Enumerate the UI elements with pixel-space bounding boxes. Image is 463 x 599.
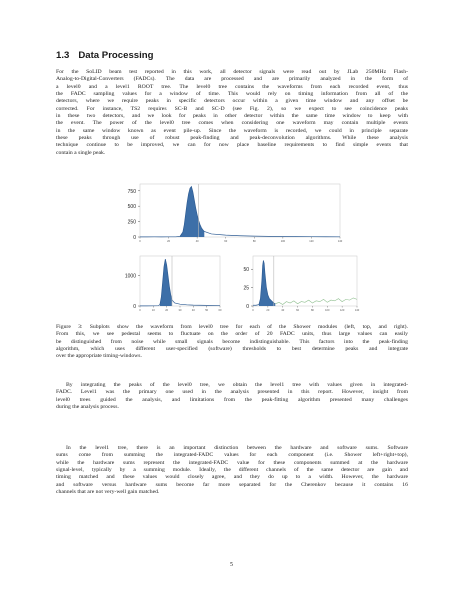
x-tick-label: 20 <box>165 309 169 312</box>
text-line: In the level1 tree, there is an important distinction between the hardware and software sums. Software <box>66 445 408 451</box>
waveform-panel-left <box>125 256 222 312</box>
plot-area <box>140 184 340 237</box>
y-tick-label: 0 <box>246 304 249 310</box>
x-tick-label: 10 <box>151 309 155 312</box>
text-line: and software versus hardware sums become far more separated for the Cherenkov because it contains 16 <box>56 481 408 488</box>
x-tick-label: 0 <box>252 309 254 312</box>
y-tick-label: 0 <box>133 235 136 241</box>
x-tick-label: 80 <box>310 309 314 312</box>
text-line: channels that are not very-well gain matched. <box>56 489 160 496</box>
text-line: contain a single peak. <box>56 149 106 156</box>
text-line: the FADC sampling values for a window of time. This would rely on timing information from all of the <box>56 91 408 98</box>
x-tick-label: 20 <box>266 309 270 312</box>
text-line: Figure 3: Subplots show the waveform from level0 tree for each of the Shower modules (left, top, and right). <box>56 324 408 330</box>
section-title: Data Processing <box>78 50 154 61</box>
x-tick-label: 0 <box>139 240 141 243</box>
section-number: 1.3 <box>56 50 70 61</box>
x-tick-label: 30 <box>178 309 182 312</box>
text-line: timing matched and these values would closely agree, and they do up to a width. However, the hardware <box>56 474 408 481</box>
text-line: sums come from summing the integrated-FADC values for each component (i.e. Shower left+right+top), <box>56 452 408 459</box>
figure-caption <box>56 324 408 361</box>
text-line: level0 trees guided the analysis, and limitations from the peak-fitting algorithm presented many challenges <box>56 396 408 403</box>
x-tick-label: 40 <box>191 309 195 312</box>
y-tick-label: 250 <box>127 219 136 226</box>
text-line: Analog-to-Digital-Converters (FADCs). The data are processed and are primarily analyzed in the form of <box>56 76 408 83</box>
x-tick-label: 100 <box>325 309 330 312</box>
text-line: corrected. For instance, TS2 requires SC-B and SC-D (see Fig. 2), so we expect to see coincidence peaks <box>56 105 408 112</box>
page-number: 5 <box>230 562 233 568</box>
text-line: a level0 and a level1 ROOT tree. The level0 tree contains the waveforms from each recorded event, thus <box>56 83 408 90</box>
x-tick-label: 60 <box>218 309 222 312</box>
text-line: be distinguished from noise while small signals become indistinguishable. This factors into the peak-finding <box>56 338 408 345</box>
y-tick-label: 50 <box>243 267 249 274</box>
section-heading <box>56 50 154 61</box>
x-tick-label: 60 <box>224 240 228 243</box>
text-line: in these two detectors, and we look for peaks in other detector within the same time window to keep with <box>56 113 408 120</box>
text-line: For the SoLID beam test reported in this work, all detector signals were read out by JLab 250MHz Flash- <box>56 69 408 75</box>
text-line: FADC. Level1 was the primary one used in the analysis presented in this report. However, insight from <box>56 389 408 396</box>
x-tick-label: 120 <box>309 240 314 243</box>
text-line: over the appropriate timing-windows. <box>56 353 142 360</box>
text-line: algorithm, which uses different user-specified (software) thresholds to best determine peaks and integrate <box>56 346 408 353</box>
x-tick-label: 20 <box>167 240 171 243</box>
text-line: in the same window known as event pile-up. Since the waveform is recorded, we could in principle separate <box>56 127 408 134</box>
x-tick-label: 120 <box>339 309 345 312</box>
x-tick-label: 140 <box>354 309 360 312</box>
y-tick-label: 25 <box>243 285 249 292</box>
y-tick-label: 500 <box>127 204 136 211</box>
x-tick-label: 50 <box>205 309 209 312</box>
x-tick-label: 60 <box>296 309 300 312</box>
x-tick-label: 100 <box>280 240 286 243</box>
waveform-panel-top <box>128 184 343 243</box>
text-line: technique continue to be improved, we can for now place baseline requirements to find simple events that <box>56 142 408 149</box>
paragraph-hardware-software-sums <box>56 445 408 496</box>
x-tick-label: 140 <box>337 240 343 243</box>
plot-area <box>140 256 220 306</box>
waveform-panel-right <box>243 256 359 312</box>
x-tick-label: 0 <box>139 309 141 312</box>
text-line: while the hardware sums represent the integrated-FADC value for these components summed at the hardware <box>56 459 408 466</box>
text-line: signal-level, typically by a summing module. Ideally, the different channels of the same detector are gain and <box>56 467 408 474</box>
text-line: From this, we see pedestal seems to fluctuate on the order of 20 FADC units, thus large values can easily <box>56 331 408 338</box>
text-line: during the analysis process. <box>56 404 119 411</box>
text-line: these peaks through use of robust peak-finding and peak-deconvolution algorithms. While these analysis <box>56 135 408 142</box>
x-tick-label: 40 <box>281 309 285 312</box>
text-line: the event. The power of the level0 tree comes when considering one waveform may contain multiple events <box>56 120 408 127</box>
text-line: By integrating the peaks of the level0 tree, we obtain the level1 tree with values given in integrated- <box>66 382 408 388</box>
y-tick-label: 0 <box>133 304 136 310</box>
x-tick-label: 40 <box>195 240 199 243</box>
y-tick-label: 1000 <box>124 273 136 280</box>
y-tick-label: 750 <box>127 188 136 195</box>
paragraph-data-processing <box>56 69 408 157</box>
figure-3-waveforms <box>108 182 364 318</box>
paragraph-level1-tree <box>56 382 408 411</box>
x-tick-label: 80 <box>252 240 256 243</box>
text-line: detectors, where we require peaks in specific detectors occur within a given time window and any offset be <box>56 98 408 105</box>
